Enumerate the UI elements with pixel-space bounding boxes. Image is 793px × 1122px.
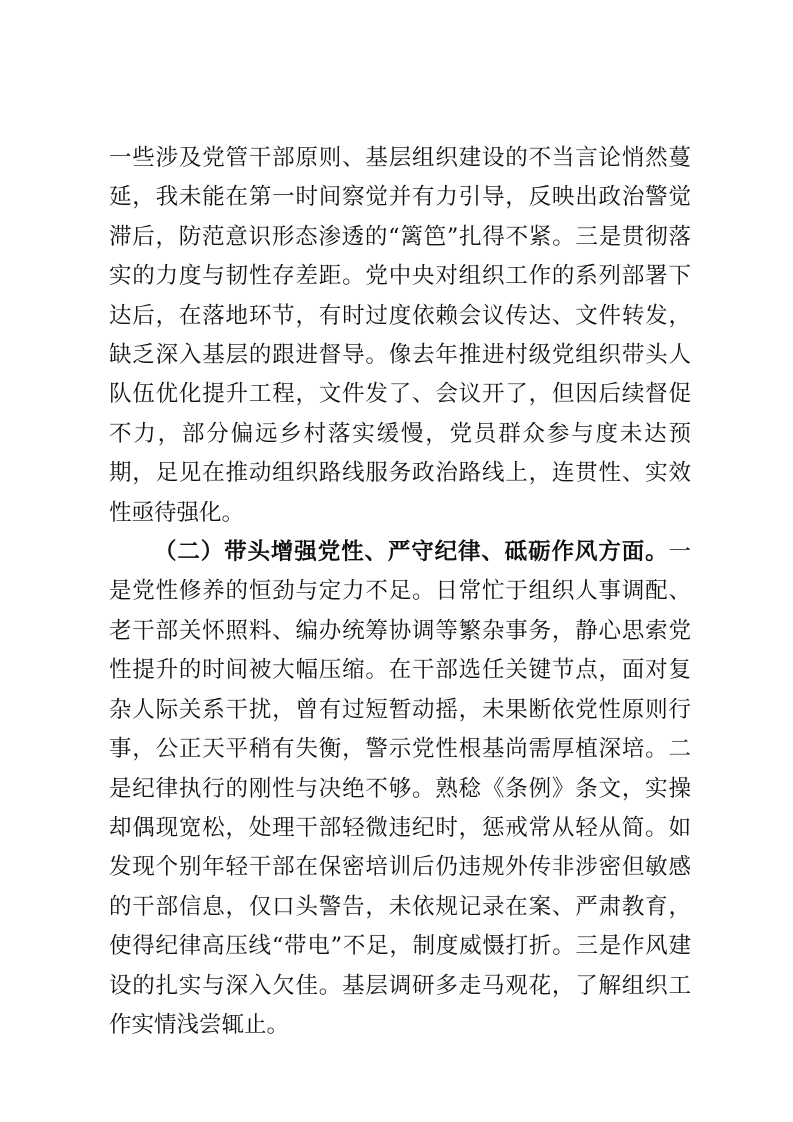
section-heading: （二）带头增强党性、严守纪律、砥砺作风方面。	[154, 539, 669, 566]
section-body-text: 一是党性修养的恒劲与定力不足。日常忙于组织人事调配、老干部关怀照料、编办统筹协调等繁杂事务，静心思索党性提升的时间被大幅压缩。在干部选任关键节点，面对复杂人际关系干扰，曾有过短暂动摇，未果断依党性原则行事，公正天平稍有失衡，警示党性根基尚需厚植深培。二是纪律执行的刚性与决绝不够。熟稔《条例》条文，实操却偶现宽松，处理干部轻微违纪时，惩戒常从轻从简。如发现个别年轻干部在保密培训后仍违规外传非涉密但敏感的干部信息，仅口头警告，未依规记录在案、严肃教育，使得纪律高压线“带电”不足，制度威慑打折。三是作风建设的扎实与深入欠佳。基层调研多走马观花，了解组织工作实情浅尝辄止。	[109, 539, 691, 1038]
paragraph-continuation: 一些涉及党管干部原则、基层组织建设的不当言论悄然蔓延，我未能在第一时间察觉并有力引导，反映出政治警觉滞后，防范意识形态渗透的“篱笆”扎得不紧。三是贯彻落实的力度与韧性存差距。党中央对组织工作的系列部署下达后，在落地环节，有时过度依赖会议传达、文件转发，缺乏深入基层的跟进督导。像去年推进村级党组织带头人队伍优化提升工程，文件发了、会议开了，但因后续督促不力，部分偏远乡村落实缓慢，党员群众参与度未达预期，足见在推动组织路线服务政治路线上，连贯性、实效性亟待强化。	[109, 145, 691, 526]
paragraph-section-two	[109, 533, 691, 1045]
document-body	[109, 139, 691, 1045]
